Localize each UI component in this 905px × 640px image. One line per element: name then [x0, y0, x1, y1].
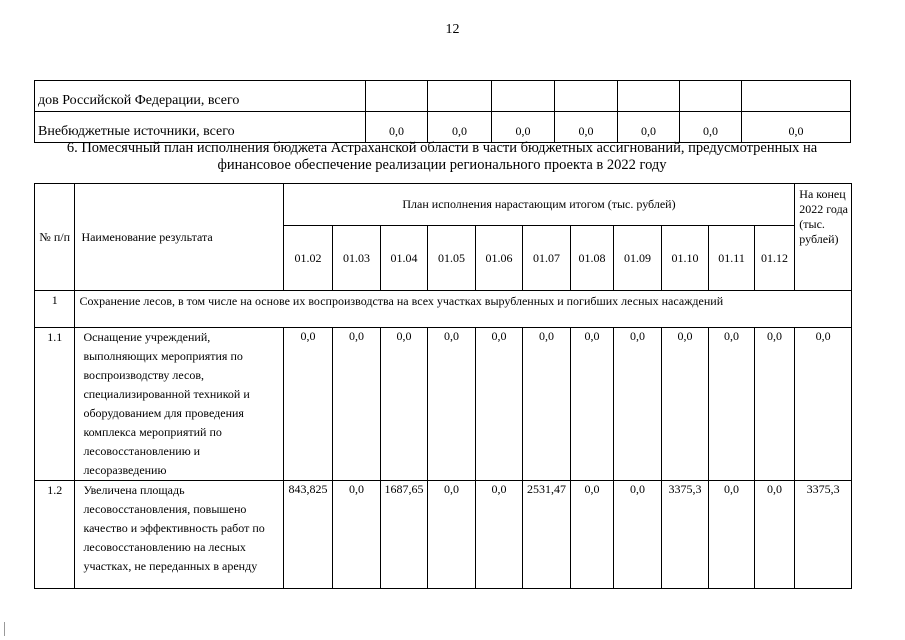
section-number: 1 [35, 291, 75, 328]
month-value: 0,0 [523, 328, 571, 481]
month-header: 01.10 [661, 226, 709, 291]
value-cell [492, 81, 555, 112]
month-header: 01.06 [475, 226, 523, 291]
month-value: 0,0 [614, 328, 662, 481]
year-end-total: 3375,3 [795, 481, 852, 589]
row-number: 1.2 [35, 481, 75, 589]
value-cell [555, 81, 618, 112]
value-cell: 0,0 [742, 112, 851, 143]
monthly-plan-table [34, 183, 852, 589]
value-cell [680, 81, 742, 112]
month-value: 0,0 [283, 328, 333, 481]
month-header: 01.02 [283, 226, 333, 291]
header-result-name: Наименование результата [75, 184, 283, 291]
month-value: 0,0 [570, 328, 613, 481]
month-value: 0,0 [475, 328, 523, 481]
month-value: 1687,65 [380, 481, 428, 589]
month-value: 0,0 [380, 328, 428, 481]
value-cell [742, 81, 851, 112]
header-number: № п/п [35, 184, 75, 291]
row-number: 1.1 [35, 328, 75, 481]
value-cell: 0,0 [428, 112, 492, 143]
value-cell: 0,0 [366, 112, 428, 143]
scan-edge-mark [4, 622, 6, 636]
value-cell: 0,0 [618, 112, 680, 143]
month-value: 0,0 [428, 481, 476, 589]
value-cell [618, 81, 680, 112]
month-value: 3375,3 [661, 481, 709, 589]
month-value: 0,0 [475, 481, 523, 589]
month-value: 0,0 [754, 481, 795, 589]
month-header: 01.04 [380, 226, 428, 291]
header-end-of-year: На конец 2022 года (тыс. рублей) [795, 184, 852, 291]
value-cell [366, 81, 428, 112]
section-title: Сохранение лесов, в том числе на основе их воспроизводства на всех участках вырубленных и погибших лесных насаждений [75, 291, 852, 328]
month-header: 01.05 [428, 226, 476, 291]
month-value: 0,0 [333, 481, 381, 589]
result-name: Увеличена площадь лесовосстановления, повышено качество и эффективность работ по лесовосстановлению на лесных участках, не переданных в аренду [75, 481, 283, 589]
month-value: 0,0 [709, 328, 754, 481]
value-cell: 0,0 [492, 112, 555, 143]
previous-table-fragment [34, 80, 851, 143]
month-value: 0,0 [754, 328, 795, 481]
month-header: 01.09 [614, 226, 662, 291]
month-header: 01.07 [523, 226, 571, 291]
value-cell [428, 81, 492, 112]
month-value: 0,0 [570, 481, 613, 589]
month-header: 01.08 [570, 226, 613, 291]
table-row [35, 81, 851, 112]
month-value: 843,825 [283, 481, 333, 589]
month-value: 0,0 [661, 328, 709, 481]
table-row [35, 328, 852, 481]
row-label: Внебюджетные источники, всего [35, 112, 366, 143]
month-header: 01.03 [333, 226, 381, 291]
section-heading: 6. Помесячный план исполнения бюджета Астраханской области в части бюджетных ассигнований, предусмотренных на финансовое обеспечение реализации регионального проекта в 2022 году [66, 140, 818, 173]
year-end-total: 0,0 [795, 328, 852, 481]
month-value: 0,0 [709, 481, 754, 589]
row-label: дов Российской Федерации, всего [35, 81, 366, 112]
value-cell: 0,0 [555, 112, 618, 143]
header-plan: План исполнения нарастающим итогом (тыс. рублей) [283, 184, 795, 226]
table-row [35, 112, 851, 143]
value-cell: 0,0 [680, 112, 742, 143]
page-number: 12 [445, 22, 460, 37]
month-value: 0,0 [428, 328, 476, 481]
month-header: 01.12 [754, 226, 795, 291]
result-name: Оснащение учреждений, выполняющих мероприятия по воспроизводству лесов, специализированной техникой и оборудованием для проведения комплекса мероприятий по лесовосстановлению и лесоразведению [75, 328, 283, 481]
month-header: 01.11 [709, 226, 754, 291]
month-value: 2531,47 [523, 481, 571, 589]
table-row [35, 481, 852, 589]
month-value: 0,0 [333, 328, 381, 481]
month-value: 0,0 [614, 481, 662, 589]
